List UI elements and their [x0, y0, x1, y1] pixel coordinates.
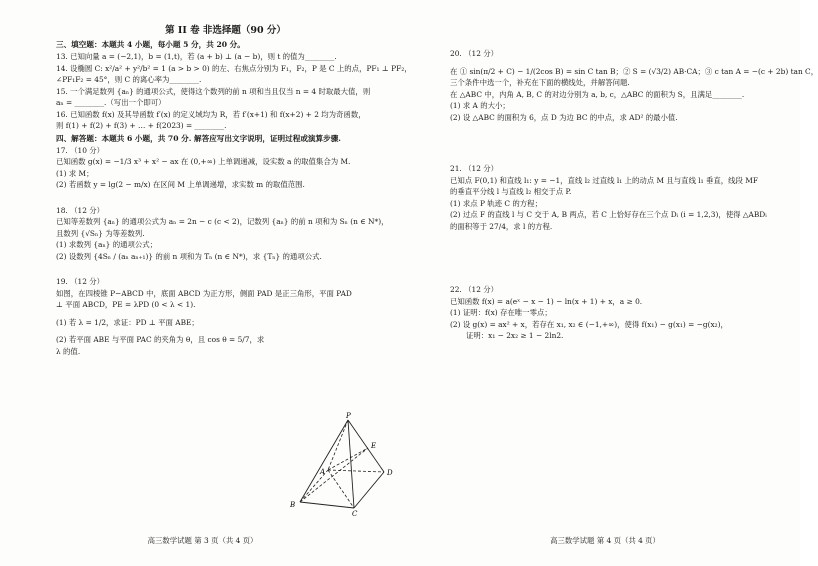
- question-19-part1: (1) 若 λ = 1/2，求证：PD ⊥ 平面 ABE；: [56, 317, 199, 327]
- question-15-line1: 15. 一个满足数列 {aₙ} 的通项公式，使得这个数列的前 n 项和当且仅当 n = 4 时取最大值，则: [56, 86, 371, 96]
- question-19-part2: (2) 若平面 ABE 与平面 PAC 的夹角为 θ，且 cos θ = 5/7，求: [56, 335, 265, 344]
- question-17-stem: 已知函数 g(x) = −1/3 x³ + x² − ax 在 (0,+∞) 上单调递减，设实数 a 的取值集合为 M.: [56, 157, 351, 166]
- question-22-part1: (1) 证明：f(x) 存在唯一零点；: [450, 308, 552, 317]
- vertex-b-label: B: [290, 501, 296, 509]
- vertex-c-label: C: [352, 510, 358, 518]
- question-21-part2-cont: 的面积等于 27/4，求 l 的方程.: [450, 221, 553, 231]
- question-19-part2-cont: λ 的值.: [56, 346, 81, 356]
- section-solutions: 四、解答题：本题共 6 小题，共 70 分. 解答应写出文字说明，证明过程或演算步骤.: [56, 133, 341, 143]
- question-22-part2-proof: 证明：x₁ − 2x₂ ≥ 1 − 2ln2.: [466, 331, 564, 340]
- question-21-stem1: 已知点 F(0,1) 和直线 l₁: y = −1，直线 l₂ 过直线 l₁ 上的动点 M 且与直线 l₁ 垂直，线段 MF: [450, 175, 758, 185]
- question-18-stem1: 已知等差数列 {aₙ} 的通项公式为 aₙ = 2n − c (c < 2)，记数列 {aₙ} 的前 n 项和为 Sₙ (n ∈ N*)，: [56, 217, 389, 226]
- question-18-part2: (2) 设数列 {4Sₙ / (aₙ aₙ₊₁)} 的前 n 项和为 Tₙ (n ∈ N*)，求 {Tₙ} 的通项公式.: [56, 251, 322, 261]
- question-21-part2: (2) 过点 F 的直线 l 与 C 交于 A, B 两点，若 C 上恰好存在三个点 Dᵢ (i = 1,2,3)，使得 △ABDᵢ: [450, 210, 767, 219]
- question-17-part1: (1) 求 M；: [56, 168, 94, 178]
- question-16-line1: 16. 已知函数 f(x) 及其导函数 f′(x) 的定义域均为 R，若 f′(x+1) 和 f(x+2) + 2 均为奇函数，: [56, 109, 366, 119]
- page-4-footer: 高三数学试题 第 4 页（共 4 页）: [550, 536, 660, 545]
- question-17-head: 17. （10 分）: [56, 145, 105, 155]
- question-15-line2: aₙ = ________.（写出一个即可）: [56, 98, 166, 107]
- question-22-head: 22. （12 分）: [450, 285, 499, 294]
- part-title: 第 II 卷 非选择题（90 分）: [165, 25, 286, 36]
- vertex-p-label: P: [346, 412, 351, 420]
- question-20-head: 20. （12 分）: [450, 49, 499, 58]
- question-21-head: 21. （12 分）: [450, 164, 499, 173]
- page-3-footer: 高三数学试题 第 3 页（共 4 页）: [147, 536, 258, 545]
- question-19-stem1: 如图，在四棱锥 P−ABCD 中，底面 ABCD 为正方形，侧面 PAD 是正三角形，平面 PAD: [56, 288, 352, 298]
- vertex-e-label: E: [371, 442, 377, 450]
- vertex-a-label: A: [320, 468, 326, 476]
- question-20-conditions: 在 ① sin(π/2 + C) − 1/(2cos B) = sin C tan B；② S = (√3/2) AB·CA；③ c tan A = −(c + 2b) tan C，: [450, 66, 818, 76]
- question-14-line1: 14. 设椭圆 C: x²/a² + y²/b² = 1 (a > b > 0) 的左、右焦点分别为 F₁，F₂，P 是 C 上的点，PF₁ ⊥ PF₂，: [56, 63, 412, 73]
- question-18-head: 18. （12 分）: [56, 205, 105, 215]
- question-20-part2: (2) 设 △ABC 的面积为 6，点 D 为边 BC 的中点，求 AD² 的最小值.: [450, 112, 678, 122]
- question-21-stem2: 的垂直平分线 l 与直线 l₂ 相交于点 P.: [450, 187, 572, 196]
- question-16-line2: 则 f(1) + f(2) + f(3) + … + f(2023) = ________.: [56, 121, 227, 130]
- question-20-stem: 在 △ABC 中，内角 A, B, C 的对边分别为 a, b, c，△ABC 的面积为 S，且满足________.: [450, 89, 745, 99]
- question-13: 13. 已知向量 a = (−2,1)，b = (1,t)，若 (a + b) ⊥ (a − b)，则 t 的值为________.: [56, 52, 337, 61]
- page-4: [410, 0, 818, 566]
- vertex-d-label: D: [387, 469, 393, 477]
- question-19-stem2: ⊥ 平面 ABCD，PE = λPD (0 < λ < 1).: [56, 300, 196, 309]
- question-17-part2: (2) 若函数 y = lg(2 − m/x) 在区间 M 上单调递增，求实数 m 的取值范围.: [56, 180, 305, 189]
- question-20-instruction: 三个条件中选一个，补充在下面的横线处，并解答问题.: [450, 78, 630, 87]
- section-fill-blank: 三、填空题：本题共 4 小题，每小题 5 分，共 20 分。: [56, 40, 245, 49]
- question-22-part2: (2) 设 g(x) = ax² + x，若存在 x₁, x₂ ∈ (−1,+∞)，使得 f(x₁) − g(x₁) = −g(x₂)，: [450, 319, 728, 329]
- question-18-stem2: 且数列 {√Sₙ} 为等差数列.: [56, 228, 145, 238]
- question-19-head: 19. （12 分）: [56, 277, 105, 286]
- pyramid-figure: [286, 412, 404, 516]
- question-22-stem: 已知函数 f(x) = a(eˣ − x − 1) − ln(x + 1) + x，a ≥ 0.: [450, 296, 643, 306]
- question-20-part1: (1) 求 A 的大小；: [450, 101, 510, 110]
- question-18-part1: (1) 求数列 {aₙ} 的通项公式；: [56, 240, 158, 249]
- question-21-part1: (1) 求点 P 轨迹 C 的方程；: [450, 198, 542, 208]
- question-14-line2: ∠PF₁F₂ = 45°，则 C 的离心率为________.: [56, 75, 202, 84]
